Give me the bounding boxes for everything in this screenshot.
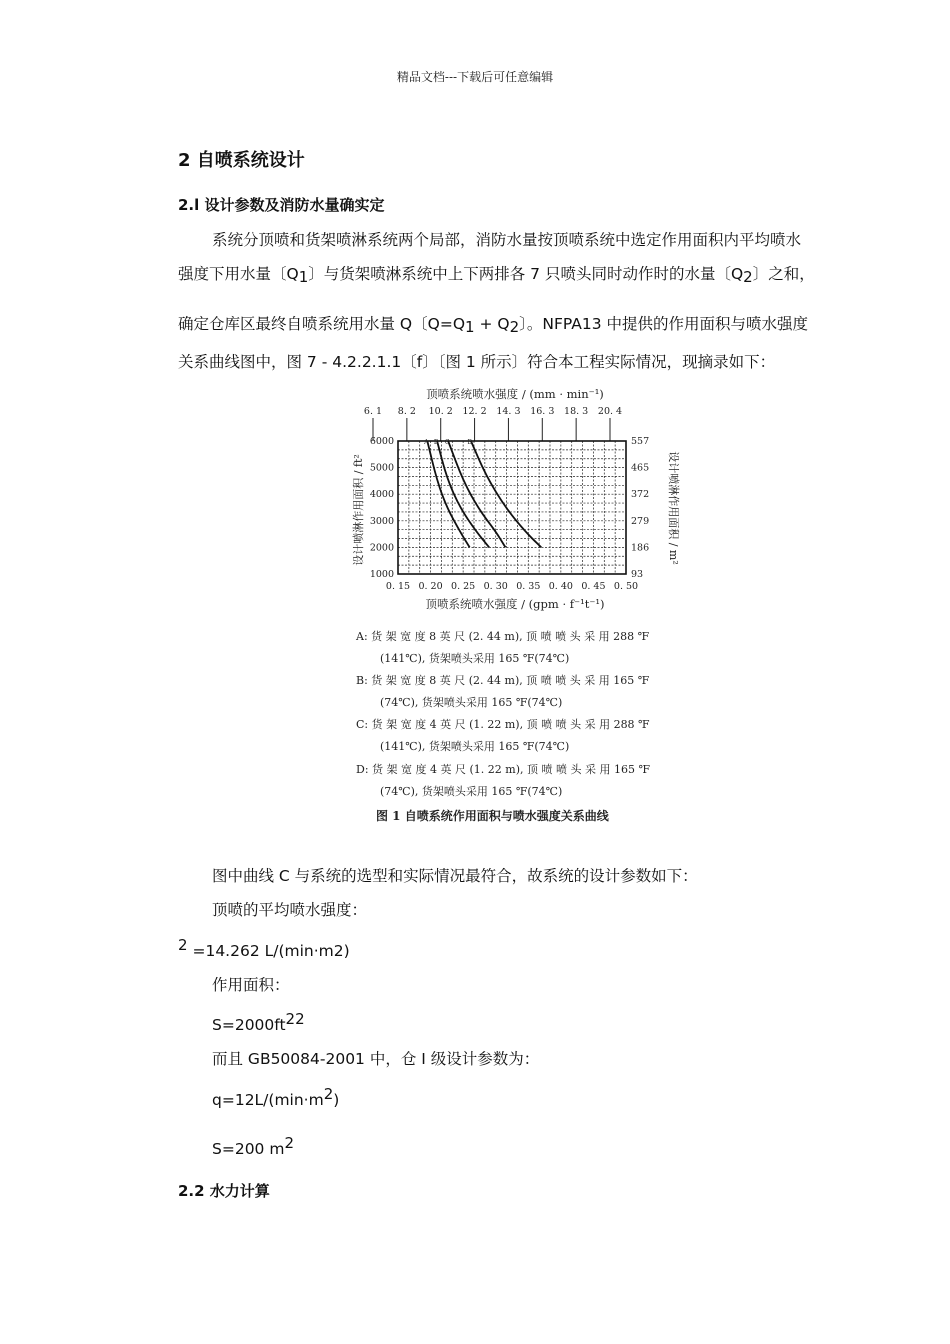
legend-a-line-1: A: 货 架 宽 度 8 英 尺 (2. 44 m), 顶 喷 喷 头 采 用 288 ℉: [356, 630, 650, 643]
bottom-tick-label: 0. 20: [418, 581, 443, 592]
page-header: 精品文档---下载后可任意编辑: [396, 70, 554, 84]
right-tick-label: 372: [631, 489, 650, 501]
curve-label-d: D: [467, 439, 473, 446]
left-tick-label: 2000: [369, 542, 394, 554]
left-tick-label: 1000: [369, 569, 394, 580]
legend-c-line-2: (141℃), 货架喷头采用 165 ℉(74℃): [380, 740, 570, 753]
legend-d-line-1: D: 货 架 宽 度 4 英 尺 (1. 22 m), 顶 喷 喷 头 采 用 165 ℉: [356, 763, 650, 776]
bottom-tick-label: 0. 30: [483, 581, 508, 592]
paragraph-line-2: 强度下用水量〔$Q_1$〕与货架喷淋系统中上下两排各 7 只喷头同时动作时的水量〔$Q_2$〕之和，: [178, 265, 815, 286]
figure-caption: 图 1 自喷系统作用面积与喷水强度关系曲线: [376, 809, 609, 823]
top-tick-label: 6. 1: [363, 406, 383, 417]
body-line-3: $^2$ =14.262 L/(min·m2): [178, 936, 350, 960]
body-line-4: 作用面积：: [212, 976, 290, 994]
section-heading: 2 自喷系统设计: [178, 150, 305, 171]
curve-label-b: B: [433, 439, 439, 446]
legend-d-line-2: (74℃), 货架喷头采用 165 ℉(74℃): [380, 785, 563, 798]
x-axis-label: 顶喷系统喷水强度 / (gpm · f⁻¹t⁻¹): [425, 597, 605, 611]
subsection-heading-hydraulics: 2.2 水力计算: [178, 1182, 270, 1200]
legend-a-line-2: (141℃), 货架喷头采用 165 ℉(74℃): [380, 652, 570, 665]
paragraph-line-1: 系统分顶喷和货架喷淋系统两个局部，消防水量按顶喷系统中选定作用面积内平均喷水: [212, 231, 802, 249]
right-tick-label: 465: [631, 462, 650, 474]
right-tick-label: 186: [631, 542, 650, 554]
bottom-tick-label: 0. 15: [385, 581, 411, 592]
right-tick-label: 93: [631, 569, 644, 580]
curve-d: [471, 441, 541, 547]
body-line-6: 而且 GB50084-2001 中，仓 I 级设计参数为：: [212, 1050, 540, 1068]
left-tick-label: 6000: [369, 436, 394, 447]
top-tick-label: 20. 4: [597, 406, 623, 417]
top-tick-label: 14. 3: [496, 406, 521, 417]
area-intensity-chart: [340, 380, 700, 616]
right-tick-label: 557: [631, 436, 650, 447]
top-tick-label: 16. 3: [530, 406, 555, 417]
curve-label-c: C: [444, 439, 450, 446]
top-tick-label: 12. 2: [462, 406, 487, 417]
body-line-2: 顶喷的平均喷水强度：: [212, 901, 368, 919]
bottom-tick-label: 0. 40: [548, 581, 573, 592]
body-line-1: 图中曲线 C 与系统的选型和实际情况最符合，故系统的设计参数如下：: [212, 867, 698, 885]
chart-title: 顶喷系统喷水强度 / (mm · min⁻¹): [426, 387, 604, 401]
right-tick-label: 279: [631, 515, 650, 527]
body-line-8: S=200 $m^2$: [212, 1134, 294, 1158]
left-tick-label: 4000: [369, 489, 394, 501]
legend-b-line-2: (74℃), 货架喷头采用 165 ℉(74℃): [380, 696, 563, 709]
bottom-tick-label: 0. 35: [516, 581, 541, 592]
legend-c-line-1: C: 货 架 宽 度 4 英 尺 (1. 22 m), 顶 喷 喷 头 采 用 288 ℉: [356, 718, 650, 731]
y-axis-label-right: 设计喷淋作用面积 / m²: [667, 451, 680, 565]
y-axis-label-left: 设计喷淋作用面积 / ft²: [352, 454, 365, 566]
bottom-tick-label: 0. 50: [613, 581, 639, 592]
legend-b-line-1: B: 货 架 宽 度 8 英 尺 (2. 44 m), 顶 喷 喷 头 采 用 165 ℉: [356, 674, 650, 687]
top-tick-label: 10. 2: [428, 406, 453, 417]
bottom-tick-label: 0. 25: [451, 581, 476, 592]
top-tick-label: 18. 3: [564, 406, 589, 417]
paragraph-line-3: 确定仓库区最终自喷系统用水量 Q〔$Q=Q_1 + Q_2$〕。NFPA13 中提供的作用面积与喷水强度: [178, 315, 809, 336]
left-tick-label: 5000: [369, 462, 394, 474]
curve-label-a: A: [424, 439, 429, 446]
top-tick-label: 8. 2: [397, 406, 416, 417]
subsection-heading: 2.l 设计参数及消防水量确实定: [178, 196, 385, 214]
paragraph-line-4: 关系曲线图中，图 7 - 4.2.2.1.1〔f〕〔图 1 所示〕符合本工程实际情况，现摘录如下：: [178, 353, 776, 371]
body-line-5: $S=2000ft^{22}$: [212, 1010, 305, 1034]
body-line-7: $q=12L/(\min\cdot m^2)$: [212, 1085, 340, 1109]
left-tick-label: 3000: [369, 515, 394, 527]
bottom-tick-label: 0. 45: [581, 581, 606, 592]
